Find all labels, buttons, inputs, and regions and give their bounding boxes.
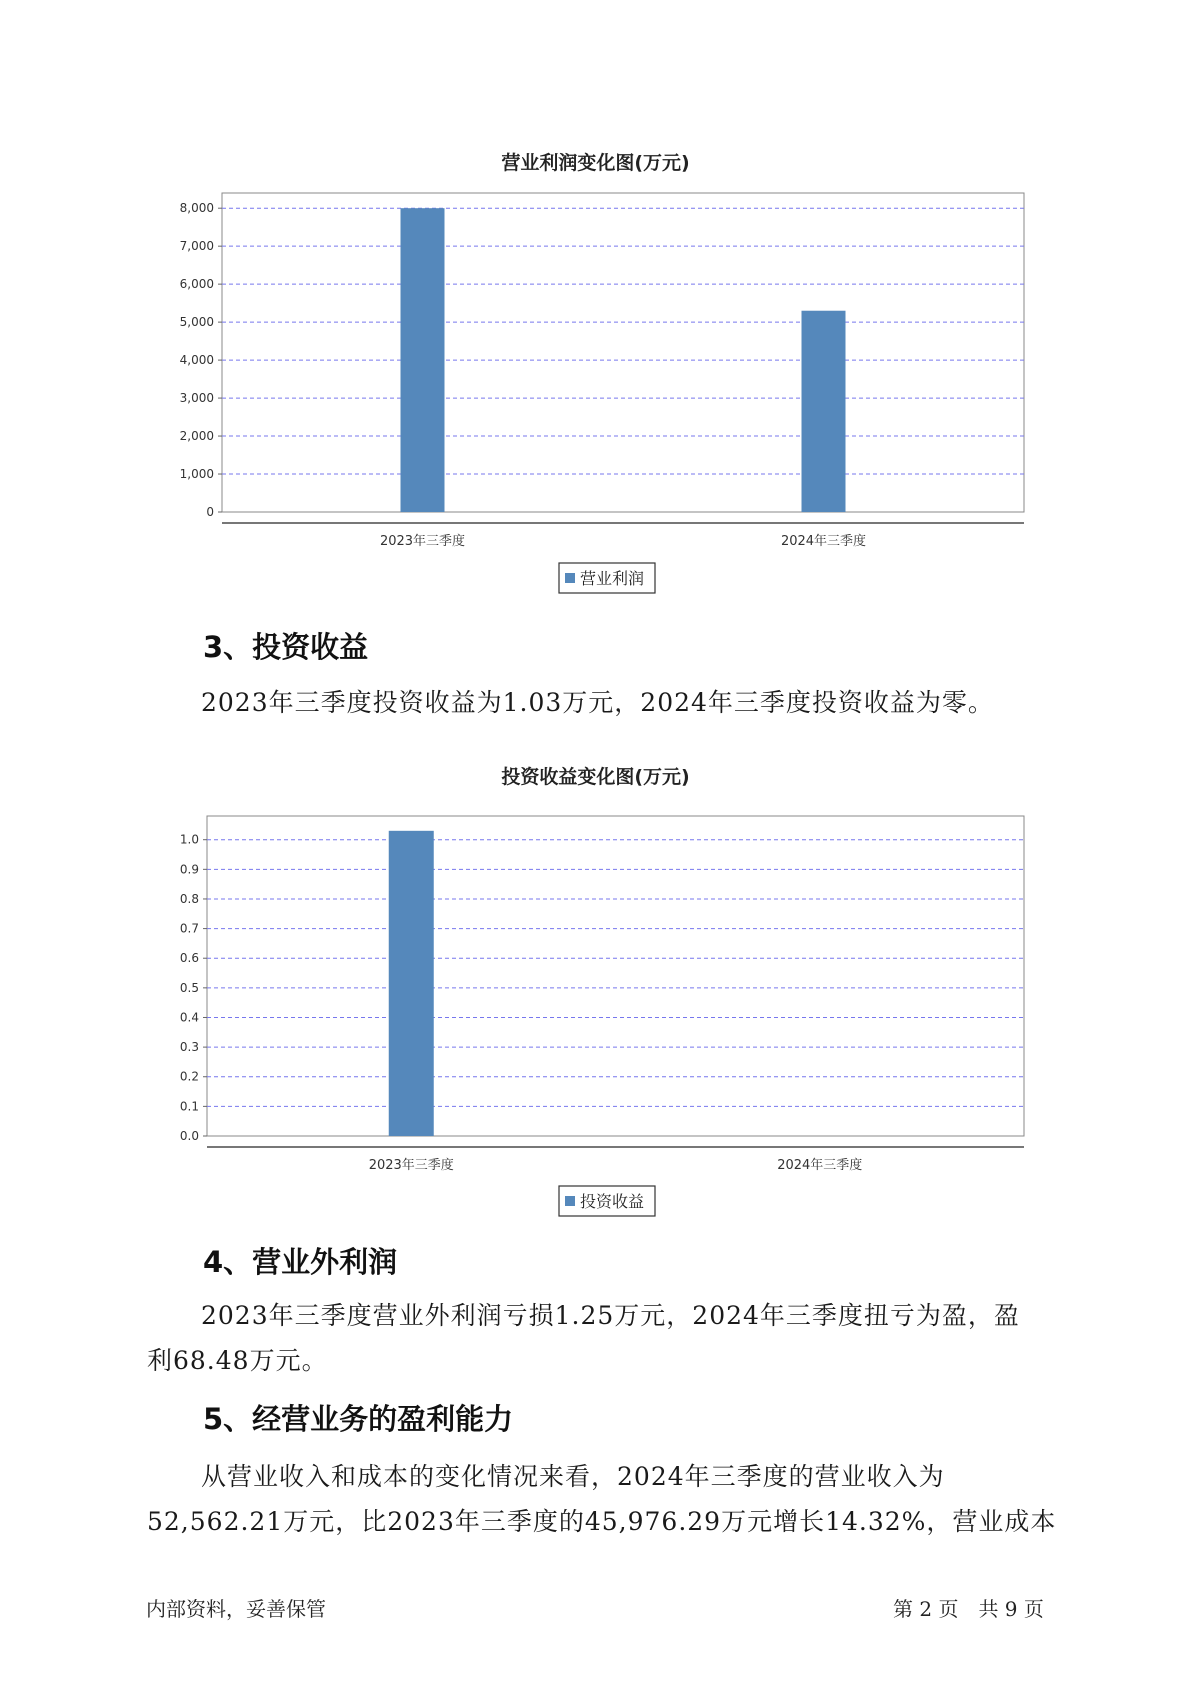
paragraph-line: 52,562.21万元，比2023年三季度的45,976.29万元增长14.32%，营业成本 (147, 1507, 1057, 1536)
chart-title: 投资收益变化图(万元) (501, 766, 690, 788)
y-tick-label: 7,000 (179, 239, 214, 254)
y-tick-label: 0.5 (179, 980, 199, 995)
paragraph-non-operating-profit (147, 1293, 1047, 1383)
section-heading-non-operating-profit: 4、营业外利润 (203, 1245, 398, 1279)
x-tick-label: 2024年三季度 (780, 534, 867, 549)
paragraph-profitability (147, 1454, 1057, 1544)
section-heading-profitability: 5、经营业务的盈利能力 (203, 1402, 514, 1436)
x-tick-label: 2023年三季度 (368, 1158, 454, 1173)
y-tick-label: 0.2 (179, 1069, 199, 1084)
y-tick-label: 3,000 (179, 391, 214, 406)
x-tick-label: 2024年三季度 (777, 1158, 863, 1173)
y-tick-label: 0.7 (179, 921, 199, 936)
y-tick-label: 4,000 (179, 353, 214, 368)
y-tick-label: 2,000 (179, 429, 214, 444)
paragraph-line: 从营业收入和成本的变化情况来看，2024年三季度的营业收入为 (201, 1462, 945, 1491)
footer-confidential: 内部资料，妥善保管 (146, 1597, 326, 1621)
chart-title: 营业利润变化图(万元) (501, 152, 690, 174)
x-tick-label: 2023年三季度 (379, 534, 466, 549)
y-tick-label: 0.3 (179, 1040, 199, 1055)
legend-swatch (565, 1196, 575, 1206)
plot-area (207, 816, 1024, 1136)
y-tick-label: 1,000 (179, 467, 214, 482)
paragraph-line: 2023年三季度营业外利润亏损1.25万元，2024年三季度扭亏为盈，盈 (201, 1301, 1020, 1330)
legend-label: 投资收益 (580, 1192, 645, 1211)
y-tick-label: 0.8 (179, 891, 199, 906)
y-tick-label: 1.0 (179, 832, 199, 847)
y-tick-label: 0.0 (179, 1129, 199, 1143)
legend-label: 营业利润 (580, 569, 645, 588)
y-tick-label: 0 (206, 505, 214, 519)
section-heading-investment-income: 3、投资收益 (203, 630, 369, 664)
y-tick-label: 0.6 (179, 951, 199, 966)
y-tick-label: 6,000 (179, 277, 214, 292)
footer-page-number: 第 2 页 共 9 页 (893, 1597, 1044, 1621)
y-tick-label: 0.1 (179, 1099, 199, 1114)
paragraph-line: 2023年三季度投资收益为1.03万元，2024年三季度投资收益为零。 (201, 688, 994, 717)
paragraph-line: 利68.48万元。 (147, 1346, 328, 1375)
bar (389, 831, 434, 1136)
y-tick-label: 0.9 (179, 862, 199, 877)
y-tick-label: 8,000 (179, 201, 214, 216)
y-tick-label: 5,000 (179, 315, 214, 330)
y-tick-label: 0.4 (179, 1010, 199, 1025)
